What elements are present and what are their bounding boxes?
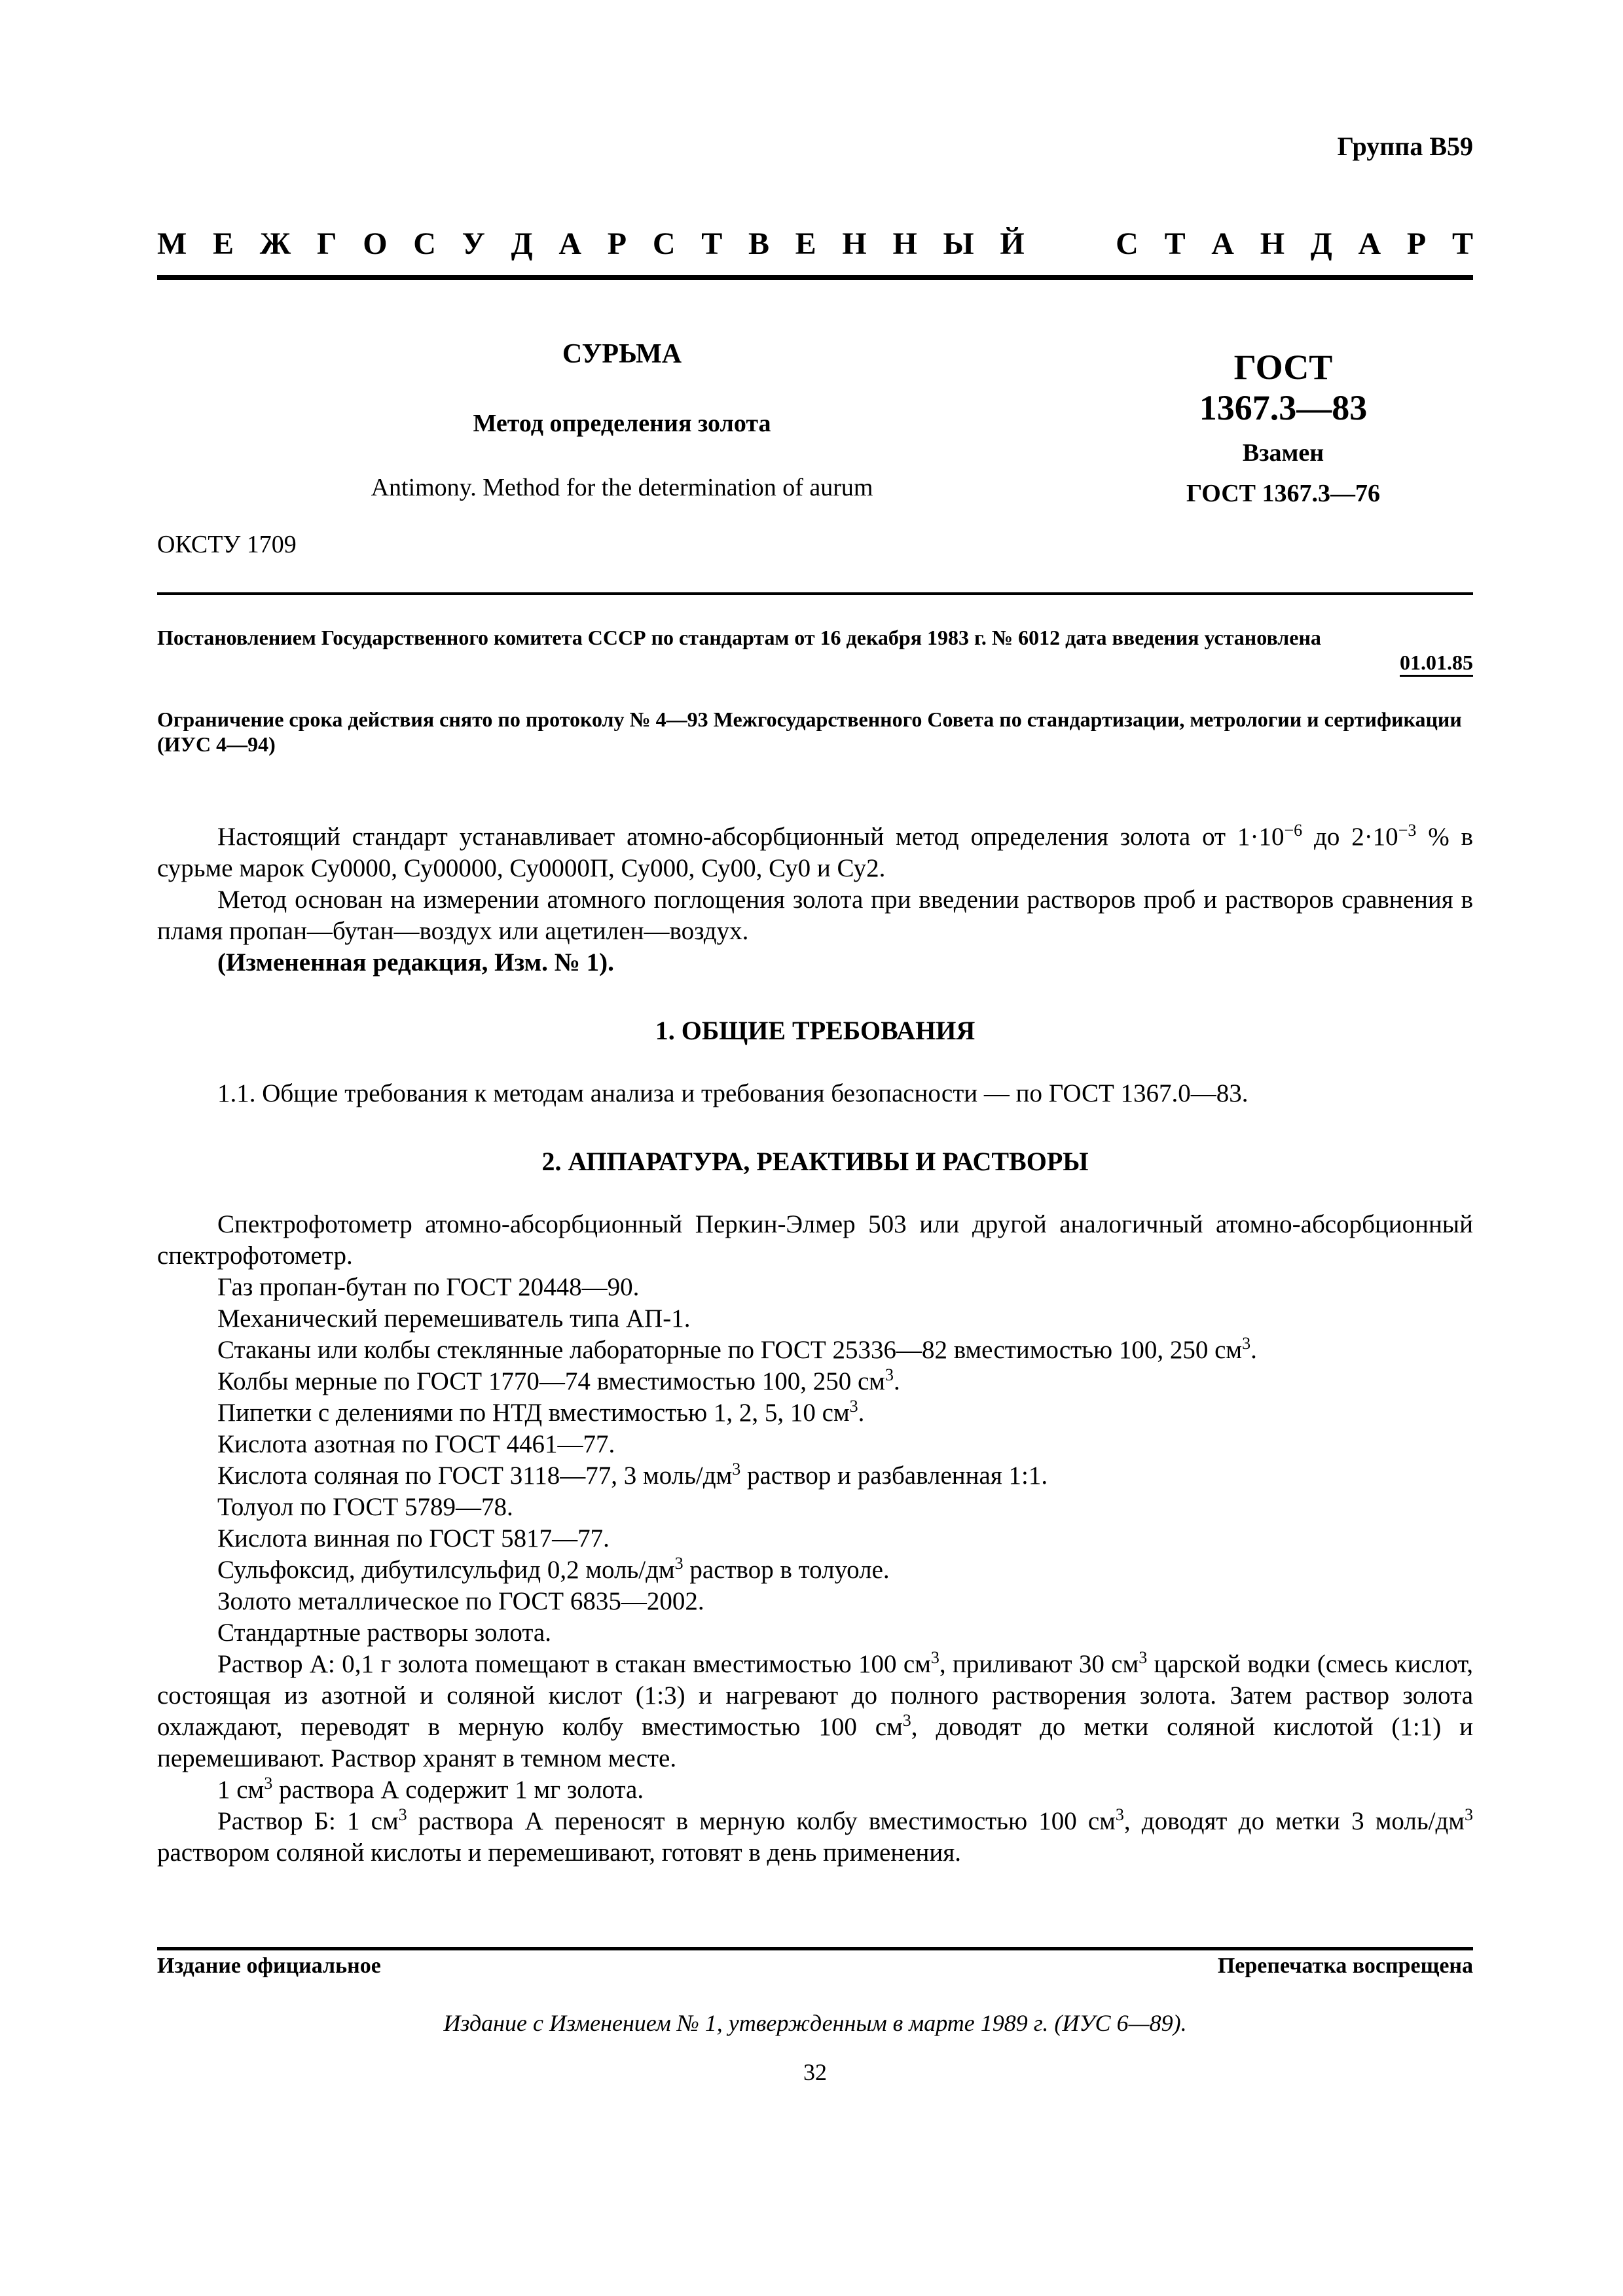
gost-replaces: Взамен (1242, 439, 1324, 467)
banner-letter: Е (795, 226, 816, 261)
banner-letter: Д (511, 226, 533, 261)
banner-letter: А (1358, 226, 1381, 261)
banner-letter: Т (1164, 226, 1186, 261)
edition-note: Издание с Изменением № 1, утвержденным в марте 1989 г. (ИУС 6—89). (443, 2010, 1187, 2036)
banner-letter: С (652, 226, 676, 261)
banner-letter: О (363, 226, 388, 261)
s2-sulfoxide: Сульфоксид, дибутилсульфид 0,2 моль/$дм^3$ раствор в толуоле. (217, 1554, 890, 1584)
intro-paragraph: Настоящий стандарт устанавливает атомно-абсорбционный метод определения золота от $1\cdot 10^{-6}$ до $2\cdot 10^{-3}$ % в сурьме марок Су0000, Су00000, Су0000П, Су000, Су00, Су0 и Су2. (157, 821, 1473, 882)
s2-gold: Золото металлическое по ГОСТ 6835—2002. (217, 1587, 704, 1615)
banner-letter: Р (1406, 226, 1427, 261)
s2-standard-solutions: Стандартные растворы золота. (217, 1619, 551, 1647)
banner-letter: Н (1260, 226, 1285, 261)
footer-rule (157, 1947, 1473, 1950)
banner-letter: Ы (943, 226, 974, 261)
decree-date: 01.01.85 (1400, 650, 1473, 677)
banner-letter: Й (1000, 226, 1025, 261)
document-page (157, 0, 1473, 2296)
section-1-1: 1.1. Общие требования к методам анализа и требования безопасности — по ГОСТ 1367.0—83. (217, 1079, 1249, 1107)
section-2-heading: 2. АППАРАТУРА, РЕАКТИВЫ И РАСТВОРЫ (541, 1147, 1089, 1176)
s2-glassware: Стаканы или колбы стеклянные лабораторные по ГОСТ 25336—82 вместимостью 100, 250 $см^3$. (217, 1334, 1257, 1364)
banner-letter: Н (892, 226, 917, 261)
banner-letter: А (558, 226, 582, 261)
decree-text: Постановлением Государственного комитета СССР по стандартам от 16 декабря 1983 г. № 6012 дата введения установлена (157, 626, 1321, 649)
banner-letter: С (1116, 226, 1139, 261)
s2-nitric-acid: Кислота азотная по ГОСТ 4461—77. (217, 1430, 615, 1458)
okstu-rule (157, 592, 1473, 595)
s2-gas: Газ пропан-бутан по ГОСТ 20448—90. (217, 1273, 640, 1301)
banner-letter: М (157, 226, 187, 261)
banner-letter: В (748, 226, 769, 261)
s2-hydrochloric-acid: Кислота соляная по ГОСТ 3118—77, 3 моль/$дм^3$ раствор и разбавленная 1:1. (217, 1460, 1048, 1490)
s2-flasks: Колбы мерные по ГОСТ 1770—74 вместимостью 100, 250 $см^3$. (217, 1365, 900, 1395)
banner-letter: Г (316, 226, 337, 261)
method-paragraph: Метод основан на измерении атомного поглощения золота при введении растворов проб и растворов сравнения в пламя пропан—бутан—воздух или ацетилен—воздух. (157, 886, 1473, 945)
solution-b: Раствор Б: 1 $см^3$ раствора А переносят в мерную колбу вместимостью 100 $см^3$, доводят до метки 3 моль/$дм^3$ раствором соляной кислоты и перемешивают, готовят в день применения. (157, 1805, 1473, 1867)
gost-number: 1367.3—83 (1199, 388, 1368, 427)
okstu-code: ОКСТУ 1709 (157, 531, 297, 558)
gost-block (1100, 347, 1467, 508)
header-rule (157, 275, 1473, 280)
amended-note: (Измененная редакция, Изм. № 1). (217, 948, 614, 977)
title-block (157, 331, 1087, 502)
banner-letter: Е (213, 226, 234, 261)
gost-old-number: ГОСТ 1367.3—76 (1186, 480, 1381, 507)
banner-letter: Т (1451, 226, 1473, 261)
gost-label: ГОСТ (1233, 348, 1333, 387)
english-title: Antimony. Method for the determination of aurum (371, 474, 873, 501)
page-number: 32 (803, 2059, 827, 2085)
solution-a-content: 1 $см^3$ раствора А содержит 1 мг золота. (217, 1774, 644, 1804)
standard-banner (157, 226, 1473, 265)
s2-pipettes: Пипетки с делениями по НТД вместимостью 1, 2, 5, 10 $см^3$. (217, 1397, 865, 1427)
document-title: СУРЬМА (562, 339, 682, 369)
banner-letter: Н (842, 226, 867, 261)
group-code: Группа В59 (1337, 132, 1473, 161)
banner-letter: Д (1310, 226, 1332, 261)
banner-gap (1050, 226, 1089, 265)
official-edition-label: Издание официальное (157, 1954, 381, 1978)
document-subtitle: Метод определения золота (473, 410, 771, 437)
section-1-heading: 1. ОБЩИЕ ТРЕБОВАНИЯ (655, 1016, 976, 1045)
banner-letter: У (462, 226, 485, 261)
solution-a: Раствор А: 0,1 г золота помещают в стакан вместимостью 100 $см^3$, приливают 30 $см^3$ царской водки (смесь кислот, состоящая из азотной и соляной кислот (1:3) и нагревают до полного растворения золота. Затем раствор золота охлаждают, переводят в мерную колбу вместимостью 100 $см^3$, доводят до метки соляной кислотой (1:1) и перемешивают. Раствор хранят в темном месте. (157, 1648, 1473, 1772)
s2-mixer: Механический перемешиватель типа АП-1. (217, 1304, 691, 1333)
decree-paragraph (157, 625, 1473, 674)
banner-letter: Ж (259, 226, 291, 261)
reprint-notice: Перепечатка воспрещена (1217, 1954, 1473, 1978)
banner-letter: А (1211, 226, 1234, 261)
banner-letter: С (413, 226, 436, 261)
body-text (157, 821, 1473, 1869)
s2-tartaric-acid: Кислота винная по ГОСТ 5817—77. (217, 1524, 610, 1552)
banner-letter: Т (701, 226, 723, 261)
s2-toluene: Толуол по ГОСТ 5789—78. (217, 1493, 513, 1521)
limitation-paragraph: Ограничение срока действия снято по протоколу № 4—93 Межгосударственного Совета по стандартизации, метрологии и сертификации (ИУС 4—94) (157, 708, 1462, 756)
banner-letter: Р (607, 226, 627, 261)
s2-spectro: Спектрофотометр атомно-абсорбционный Перкин-Элмер 503 или другой аналогичный атомно-абсорбционный спектрофотометр. (157, 1210, 1473, 1270)
